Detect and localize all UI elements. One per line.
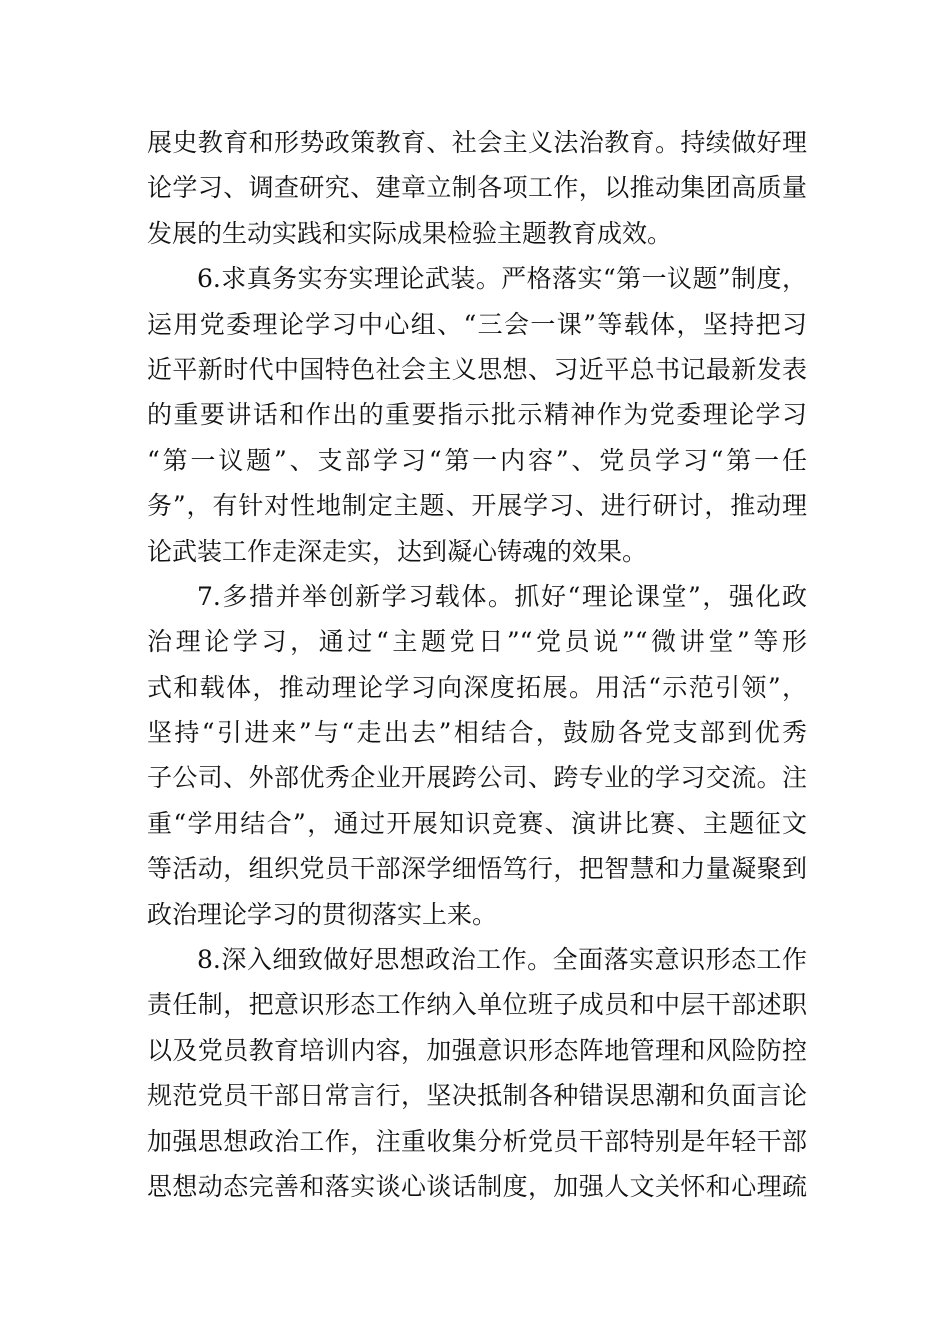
p7-line-7: 等活动，组织党员干部深学细悟笃行，把智慧和力量凝聚到	[147, 854, 807, 884]
p8-line-3: 以及党员教育培训内容，加强意识形态阵地管理和风险防控	[147, 1035, 807, 1065]
p5-line-1: 展史教育和形势政策教育、社会主义法治教育。持续做好理	[147, 128, 807, 157]
p6-line-5: “第一议题”、支部学习“第一内容”、党员学习“第一任	[147, 445, 807, 475]
p7-line-4: 坚持“引进来”与“走出去”相结合，鼓励各党支部到优秀	[147, 718, 807, 748]
p8-line-6: 思想动态完善和落实谈心谈话制度，加强人文关怀和心理疏	[147, 1171, 807, 1201]
p7-line-8: 政治理论学习的贯彻落实上来。	[147, 899, 498, 929]
p8-line-5: 加强思想政治工作，注重收集分析党员干部特别是年轻干部	[147, 1126, 807, 1156]
p6-line-3: 近平新时代中国特色社会主义思想、习近平总书记最新发表	[147, 354, 807, 384]
p8-line-4: 规范党员干部日常言行，坚决抵制各种错误思潮和负面言论	[147, 1081, 807, 1111]
p6-line-2: 运用党委理论学习中心组、“三会一课”等载体，坚持把习	[147, 309, 807, 339]
p7-line-3: 式和载体，推动理论学习向深度拓展。用活“示范引领”，	[147, 672, 807, 702]
p6-line-7: 论武装工作走深走实，达到凝心铸魂的效果。	[147, 536, 648, 566]
p6-line-1: 6.求真务实夯实理论武装。严格落实“第一议题”制度，	[197, 264, 807, 294]
body-text	[147, 120, 807, 1209]
p5-line-2: 论学习、调查研究、建章立制各项工作，以推动集团高质量	[147, 173, 807, 203]
p6-line-6: 务”，有针对性地制定主题、开展学习、进行研讨，推动理	[147, 491, 807, 521]
p7-line-2: 治理论学习，通过“主题党日”“党员说”“微讲堂”等形	[147, 627, 807, 657]
p7-line-1: 7.多措并举创新学习载体。抓好“理论课堂”，强化政	[197, 581, 807, 611]
p8-line-1: 8.深入细致做好思想政治工作。全面落实意识形态工作	[197, 945, 807, 975]
p5-line-3: 发展的生动实践和实际成果检验主题教育成效。	[147, 218, 673, 248]
p7-line-6: 重“学用结合”，通过开展知识竞赛、演讲比赛、主题征文	[147, 808, 807, 838]
p6-line-4: 的重要讲话和作出的重要指示批示精神作为党委理论学习	[147, 400, 807, 430]
p7-line-5: 子公司、外部优秀企业开展跨公司、跨专业的学习交流。注	[147, 763, 807, 793]
p8-line-2: 责任制，把意识形态工作纳入单位班子成员和中层干部述职	[147, 990, 807, 1020]
